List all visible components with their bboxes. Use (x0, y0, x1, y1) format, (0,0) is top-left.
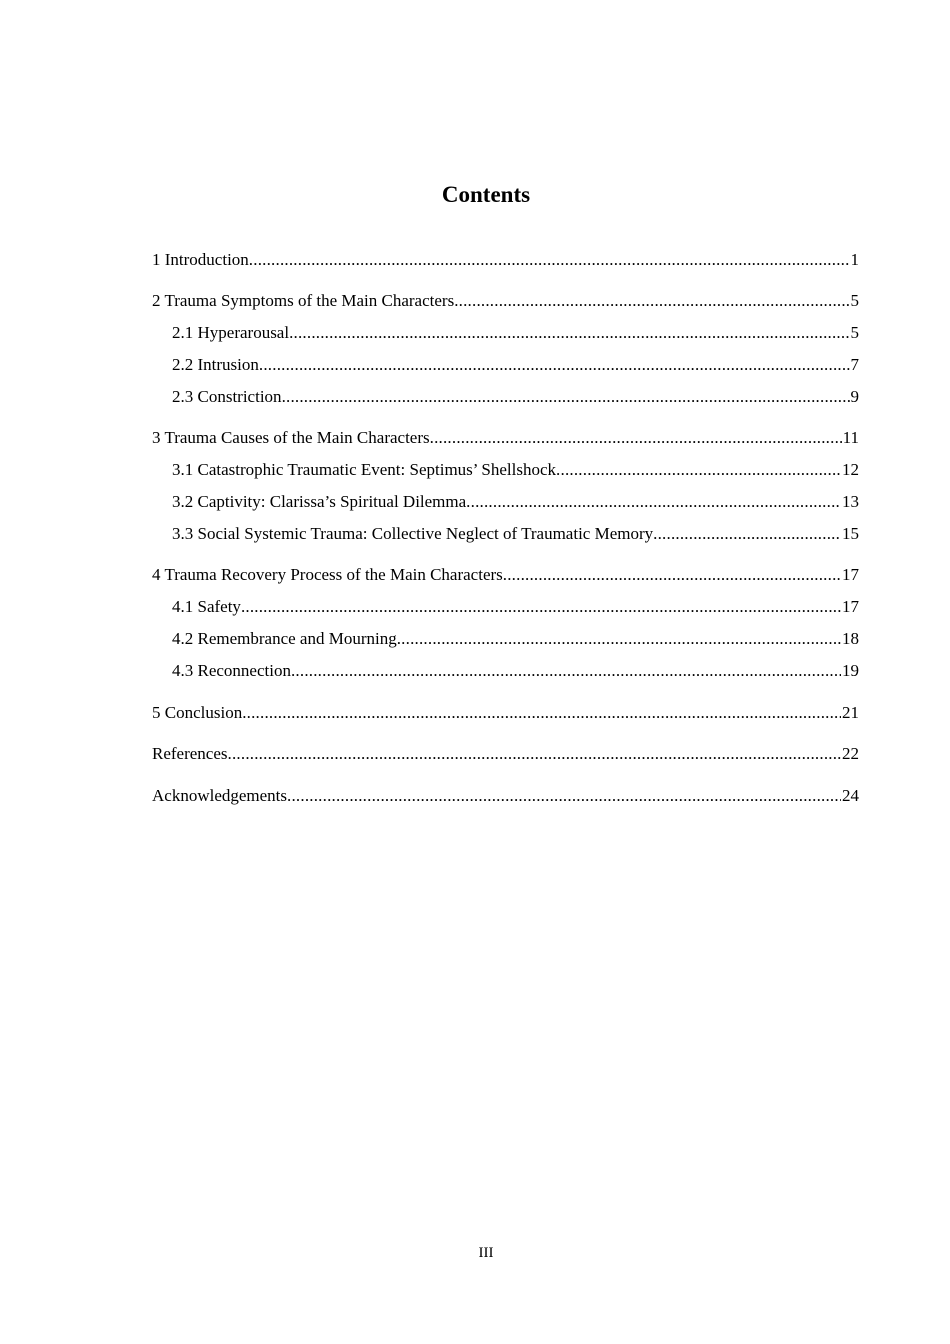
toc-entry-catastrophic-event[interactable] (172, 459, 859, 481)
toc-entry-conclusion[interactable] (152, 702, 859, 724)
toc-entry-title: References (152, 744, 228, 763)
dot-leader (454, 290, 849, 312)
toc-page-number: 9 (850, 387, 859, 406)
toc-entry-intrusion[interactable] (172, 354, 859, 376)
dot-leader (556, 459, 841, 481)
dot-leader (466, 491, 841, 513)
toc-page-number: 12 (842, 460, 859, 479)
toc-entry-title: 1 Introduction (152, 250, 249, 269)
dot-leader (653, 523, 841, 545)
toc-page-number: 1 (850, 250, 859, 269)
toc-entry-title: 3 Trauma Causes of the Main Characters (152, 428, 430, 447)
page-title: Contents (441, 182, 531, 207)
toc-entry-title: 4.3 Reconnection (172, 661, 291, 680)
dot-leader (249, 249, 850, 271)
toc-page-number: 17 (842, 597, 859, 616)
dot-leader (430, 427, 842, 449)
toc-entry-title: 2 Trauma Symptoms of the Main Characters (152, 291, 455, 310)
toc-entry-title: 2.3 Constriction (172, 387, 282, 406)
toc-entry-reconnection[interactable] (172, 660, 859, 682)
toc-entry-title: 3.1 Catastrophic Traumatic Event: Septimus’ Shellshock (172, 460, 557, 479)
toc-page-number: 22 (842, 744, 859, 763)
toc-page-number: 5 (850, 291, 859, 310)
dot-leader (291, 660, 841, 682)
dot-leader (241, 596, 841, 618)
toc-page-number: 5 (850, 323, 859, 342)
dot-leader (242, 702, 841, 724)
toc-entry-captivity[interactable] (172, 491, 859, 513)
toc-entry-acknowledgements[interactable] (152, 785, 859, 807)
toc-entry-trauma-symptoms[interactable] (152, 290, 859, 312)
toc-entry-trauma-recovery[interactable] (152, 564, 859, 586)
toc-entry-remembrance[interactable] (172, 628, 859, 650)
toc-entry-title: 4.2 Remembrance and Mourning (172, 629, 397, 648)
dot-leader (289, 322, 849, 344)
dot-leader (282, 386, 850, 408)
toc-entry-title: 4.1 Safety (172, 597, 241, 616)
toc-page-number: 24 (842, 786, 859, 805)
page-number: III (478, 1245, 494, 1261)
toc-entry-social-systemic-trauma[interactable] (172, 523, 859, 545)
toc-entry-title: 3.2 Captivity: Clarissa’s Spiritual Dilemma (172, 492, 467, 511)
toc-page-number: 18 (842, 629, 859, 648)
toc-entry-hyperarousal[interactable] (172, 322, 859, 344)
toc-page-number: 15 (842, 524, 859, 543)
toc-page-number: 17 (842, 565, 859, 584)
toc-page-number: 11 (842, 428, 859, 447)
dot-leader (228, 743, 841, 765)
toc-page-number: 7 (850, 355, 859, 374)
toc-entry-trauma-causes[interactable] (152, 427, 859, 449)
dot-leader (397, 628, 841, 650)
toc-entry-title: 2.2 Intrusion (172, 355, 259, 374)
toc-entry-title: 2.1 Hyperarousal (172, 323, 290, 342)
toc-entry-safety[interactable] (172, 596, 859, 618)
toc-entry-title: 4 Trauma Recovery Process of the Main Characters (152, 565, 503, 584)
toc-page-number: 21 (842, 703, 859, 722)
toc-page-number: 19 (842, 661, 859, 680)
dot-leader (259, 354, 850, 376)
toc-entry-title: Acknowledgements (152, 786, 288, 805)
toc-entry-title: 3.3 Social Systemic Trauma: Collective Neglect of Traumatic Memory (172, 524, 654, 543)
toc-page-number: 13 (842, 492, 859, 511)
toc-entry-title: 5 Conclusion (152, 703, 243, 722)
dot-leader (287, 785, 841, 807)
toc-entry-references[interactable] (152, 743, 859, 765)
dot-leader (503, 564, 841, 586)
toc-entry-introduction[interactable] (152, 249, 859, 271)
toc-entry-constriction[interactable] (172, 386, 859, 408)
